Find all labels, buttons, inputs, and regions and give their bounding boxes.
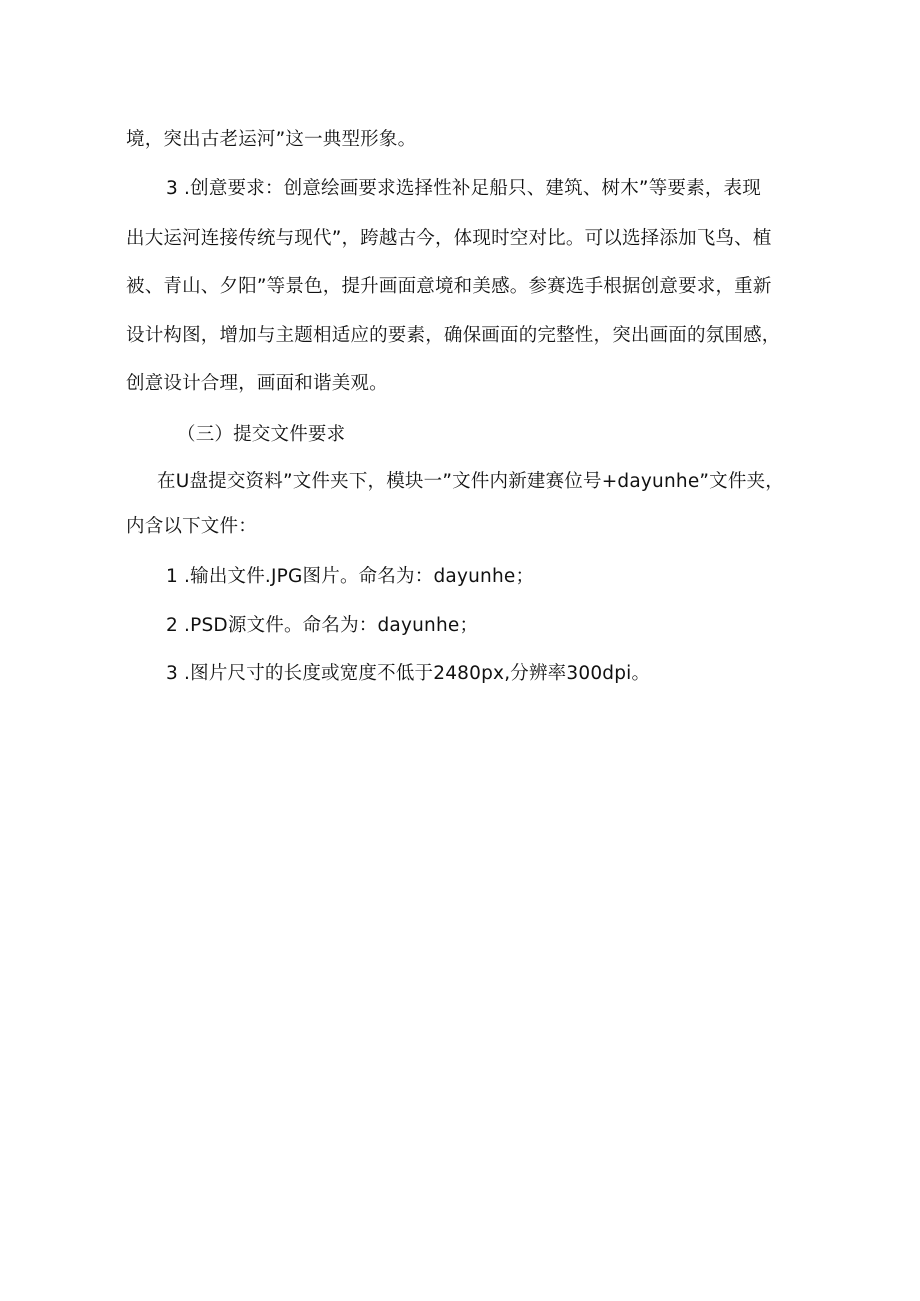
paragraph-line: 设计构图，增加与主题相适应的要素，确保画面的完整性，突出画面的氛围感， — [126, 325, 781, 346]
paragraph-line: 出大运河连接传统与现代”，跨越古今，体现时空对比。可以选择添加飞鸟、植 — [126, 228, 772, 249]
paragraph-line: 被、青山、夕阳”等景色，提升画面意境和美感。参赛选手根据创意要求，重新 — [126, 276, 772, 297]
paragraph-line: 创意设计合理，画面和谐美观。 — [126, 373, 388, 394]
list-item: 1 .输出文件.JPG图片。命名为：dayunhe； — [166, 566, 535, 587]
paragraph-line: 在U盘提交资料”文件夹下，模块一”文件内新建赛位号+dayunhe”文件夹， — [157, 471, 784, 492]
list-item: 2 .PSD源文件。命名为：dayunhe； — [166, 615, 479, 636]
section-heading: （三）提交文件要求 — [177, 424, 346, 445]
list-item: 3 .图片尺寸的长度或宽度不低于2480px,分辨率300dpi。 — [166, 663, 651, 684]
paragraph-line: 境，突出古老运河”这一典型形象。 — [126, 129, 417, 150]
paragraph-line: 3 .创意要求：创意绘画要求选择性补足船只、建筑、树木”等要素，表现 — [166, 178, 761, 199]
paragraph-line: 内含以下文件： — [126, 516, 257, 537]
